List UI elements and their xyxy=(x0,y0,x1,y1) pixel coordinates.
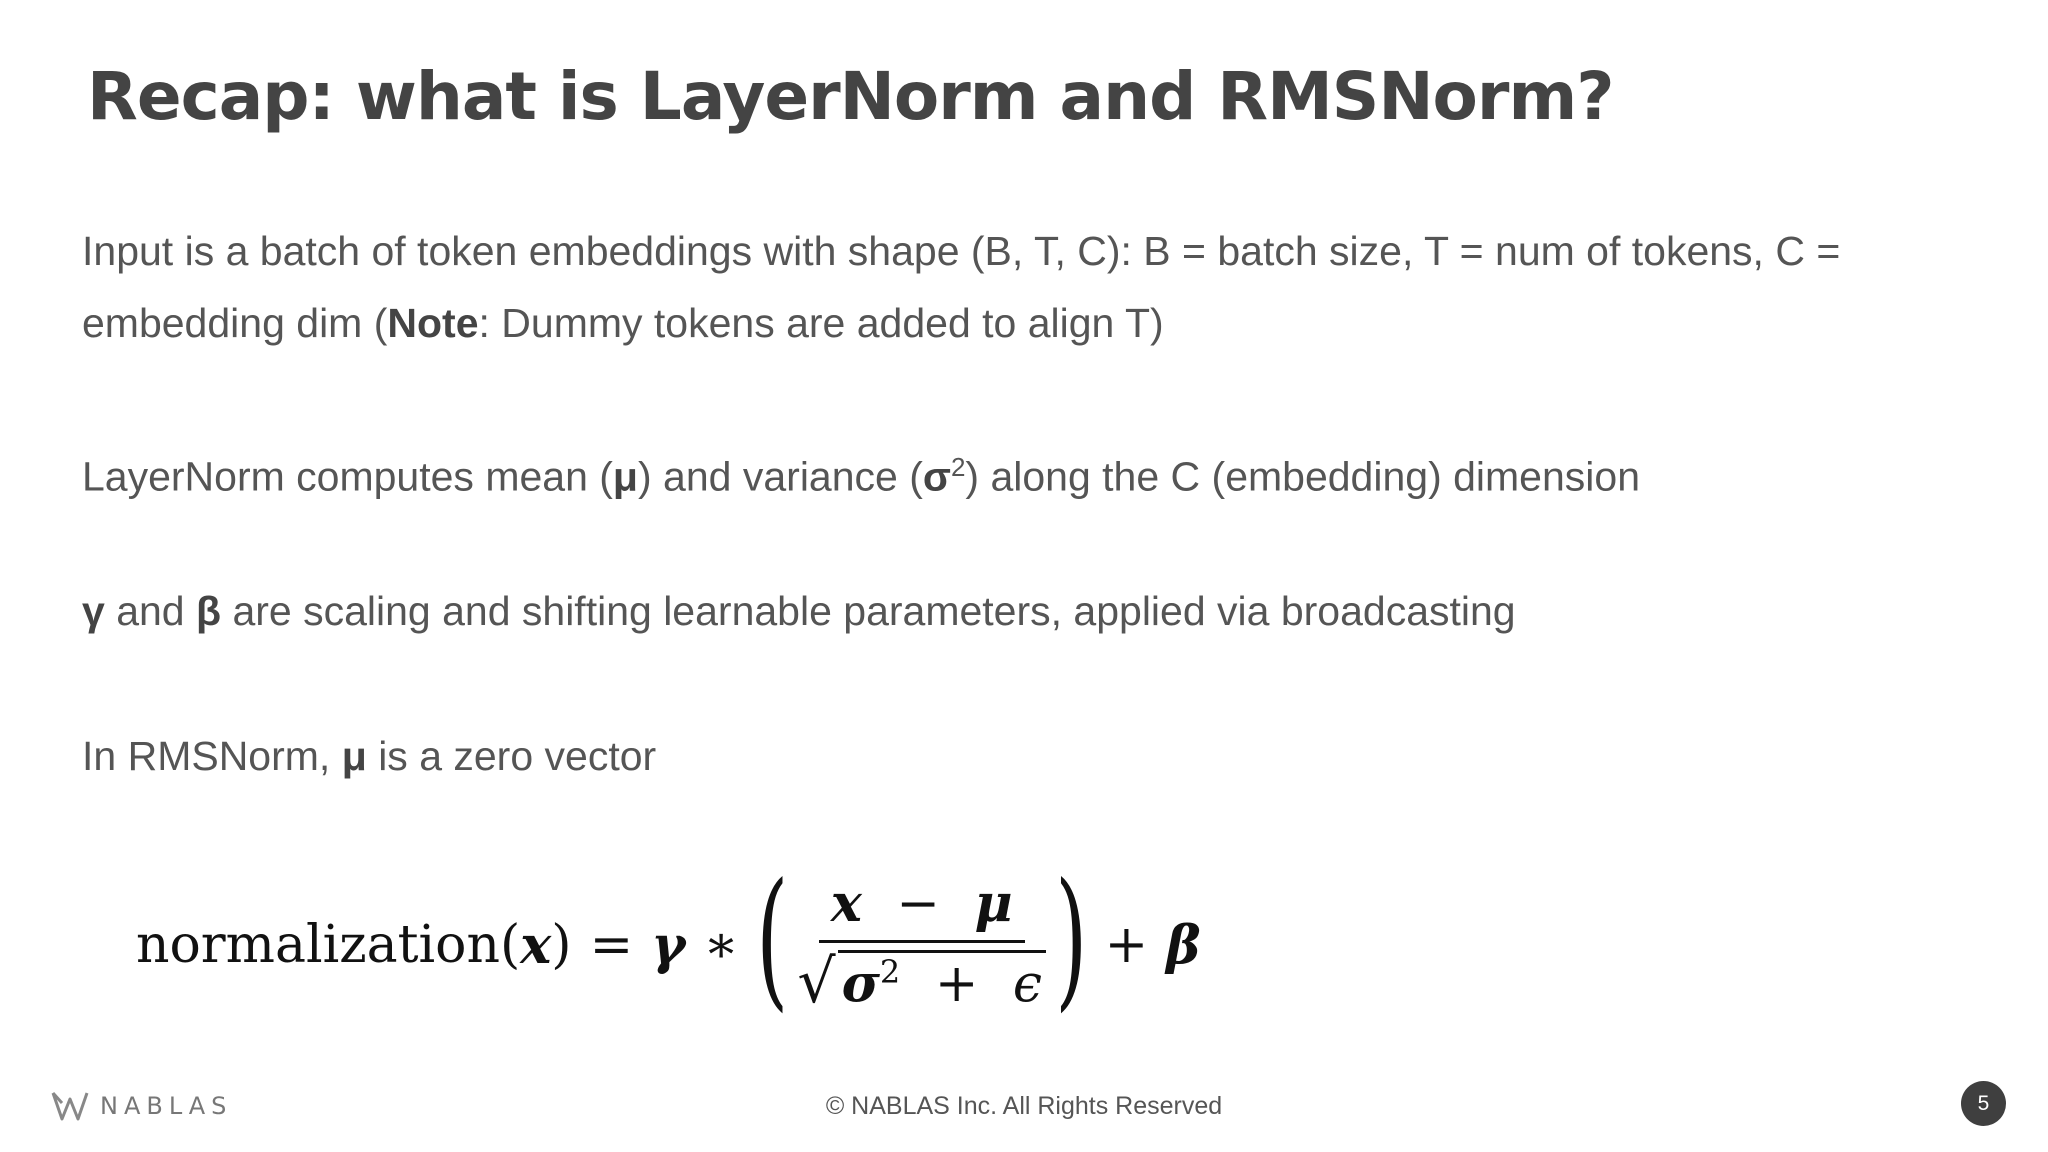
layernorm-text-c: ) along the C (embedding) dimension xyxy=(965,453,1641,500)
gamma-symbol: γ xyxy=(82,588,105,634)
numerator-x: x xyxy=(830,873,862,934)
denominator-epsilon: ϵ xyxy=(1012,954,1043,1015)
slide-title: Recap: what is LayerNorm and RMSNorm? xyxy=(87,58,1614,135)
formula-open-paren: ( xyxy=(499,915,521,975)
layernorm-text-a: LayerNorm computes mean ( xyxy=(82,453,613,500)
formula-big-open-paren: ( xyxy=(755,852,789,1026)
sqrt-body xyxy=(838,950,1046,1014)
denominator-sigma: σ xyxy=(841,953,880,1015)
copyright-text: © NABLAS Inc. All Rights Reserved xyxy=(825,1092,1223,1120)
sigma-symbol: σ xyxy=(922,453,951,500)
parameters-text-b: are scaling and shifting learnable parameters, applied via broadcasting xyxy=(221,588,1516,634)
formula-fraction xyxy=(797,873,1046,1017)
denominator-exponent: 2 xyxy=(879,952,901,991)
formula-func-name: normalization xyxy=(136,915,500,975)
mu-symbol-rms: μ xyxy=(341,733,367,779)
formula-close-paren: ) xyxy=(551,915,572,975)
rmsnorm-text-a: In RMSNorm, xyxy=(82,733,342,779)
normalization-formula xyxy=(136,852,1201,1026)
formula-denominator xyxy=(797,943,1046,1017)
numerator-mu: μ xyxy=(974,873,1013,934)
sigma-exponent: 2 xyxy=(950,452,966,482)
rmsnorm-text-b: is a zero vector xyxy=(366,733,657,779)
input-description xyxy=(82,215,1962,359)
note-label: Note xyxy=(387,300,479,346)
layernorm-text-b: ) and variance ( xyxy=(638,453,923,500)
denominator-plus: + xyxy=(934,954,979,1015)
formula-plus: + xyxy=(1104,915,1149,975)
layernorm-description xyxy=(82,431,1962,513)
formula-gamma: γ xyxy=(651,914,686,976)
formula-numerator xyxy=(819,873,1025,943)
formula-beta: β xyxy=(1166,914,1201,976)
page-number-badge: 5 xyxy=(1961,1081,2006,1126)
logo-text: NABLAS xyxy=(100,1092,233,1120)
numerator-minus: − xyxy=(896,874,940,934)
parameters-text-a: and xyxy=(104,588,197,634)
sqrt-icon: √ xyxy=(797,947,836,1017)
formula-equals: = xyxy=(589,915,634,975)
input-description-text-a: Input is a batch of token embeddings with shape (B, T, C): B = batch size, T = num of tokens, C = embedding dim ( xyxy=(82,228,1841,346)
formula-times: ∗ xyxy=(703,915,739,975)
parameters-description xyxy=(82,575,1962,647)
formula-big-close-paren: ) xyxy=(1055,852,1088,1026)
input-description-text-b: : Dummy tokens are added to align T) xyxy=(478,300,1164,346)
formula-x: x xyxy=(520,914,552,976)
rmsnorm-description xyxy=(82,720,1962,792)
mu-symbol: μ xyxy=(612,453,639,500)
beta-symbol: β xyxy=(196,588,222,634)
